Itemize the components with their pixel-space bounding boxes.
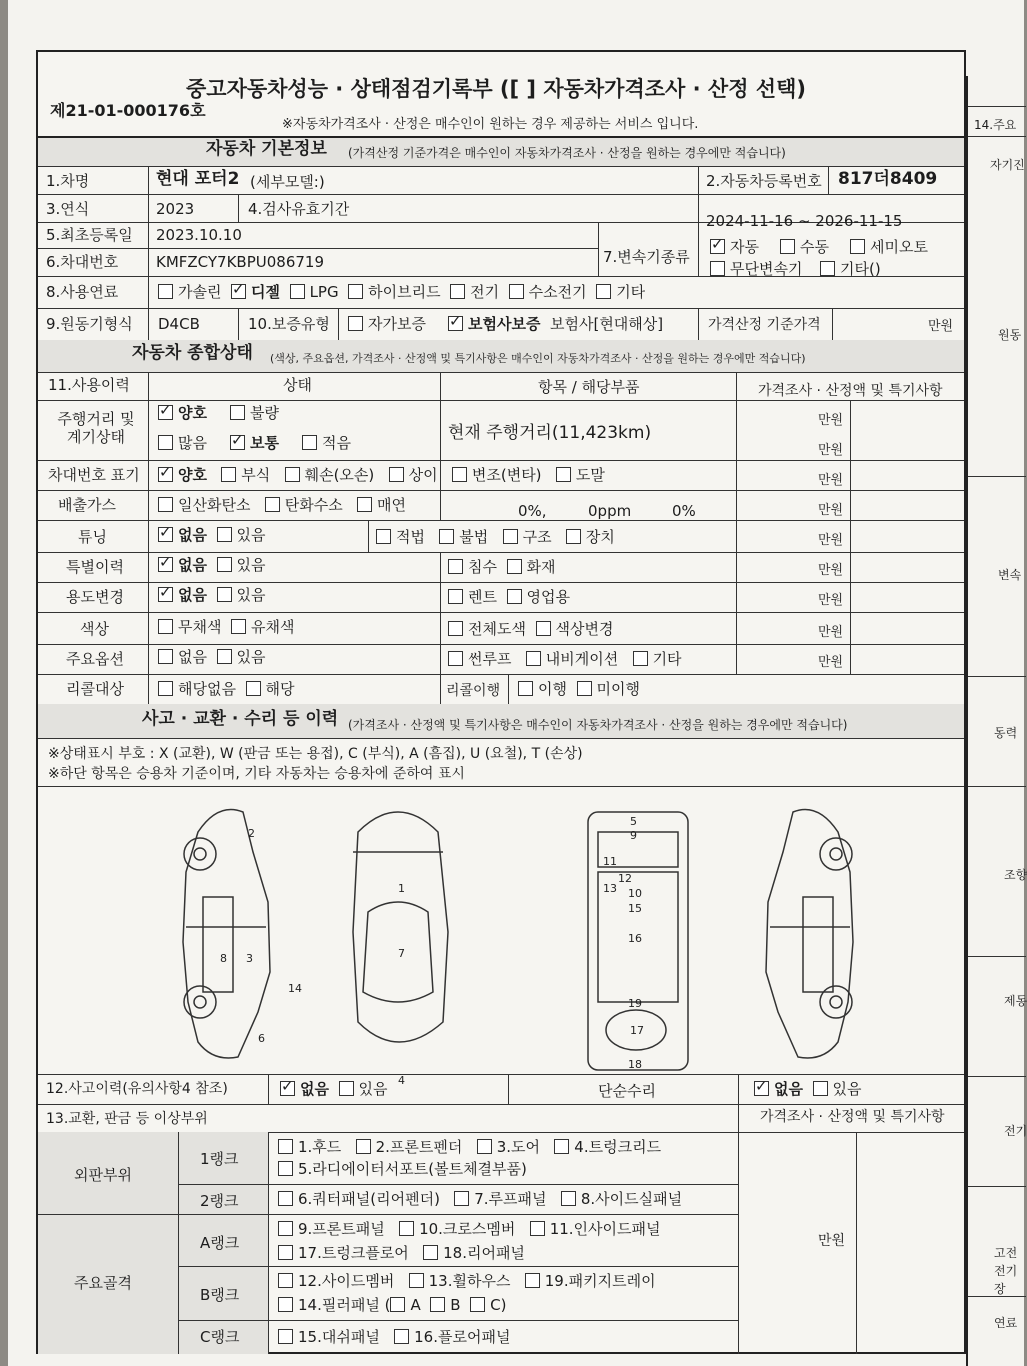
fuel-etc-checkbox[interactable] — [596, 284, 611, 299]
part-front-panel-checkbox[interactable] — [278, 1221, 293, 1236]
accident-heading-note: (가격조사 · 산정액 및 특기사항은 매수인이 자동차가격조사 · 산정을 원하는 경우에만 적습니다) — [348, 718, 848, 732]
mileage-good-checkbox[interactable] — [158, 405, 173, 420]
rank2-label: 2랭크 — [200, 1192, 239, 1210]
simple-repair-label: 단순수리 — [598, 1082, 656, 1100]
insurer: 보험사[현대해상] — [550, 315, 664, 333]
emission-hc-value: 0ppm — [588, 502, 632, 520]
col-price: 가격조사 · 산정액 및 특기사항 — [758, 383, 943, 399]
part-num-7: 7 — [398, 947, 405, 960]
tuning-exists-checkbox[interactable] — [217, 527, 232, 542]
car-top-view — [353, 812, 448, 1042]
special-fire-checkbox[interactable] — [507, 559, 522, 574]
part-num-13: 13 — [603, 882, 617, 895]
vin-mark-label: 차대번호 표기 — [48, 466, 140, 484]
rankA-label: A랭크 — [200, 1234, 240, 1252]
emission-label: 배출가스 — [58, 496, 116, 514]
option-etc-checkbox[interactable] — [633, 651, 648, 666]
fuel-electric-checkbox[interactable] — [450, 284, 465, 299]
part-door-checkbox[interactable] — [477, 1139, 492, 1154]
recall-done-checkbox[interactable] — [518, 681, 533, 696]
color-achromatic-checkbox[interactable] — [158, 619, 173, 634]
service-note: ※자동차가격조사 · 산정은 매수인이 원하는 경우 제공하는 서비스 입니다. — [282, 117, 699, 132]
car-diagram — [158, 792, 878, 1087]
part-floor-panel-checkbox[interactable] — [394, 1329, 409, 1344]
tuning-label: 튜닝 — [78, 528, 107, 546]
recall-do-label: 리콜이행 — [446, 683, 501, 699]
warranty-self: 자가보증 — [348, 315, 426, 333]
part-num-2: 2 — [248, 827, 255, 840]
inspection-label: 4.검사유효기간 — [248, 200, 350, 218]
transmission-label: 7.변속기종류 — [603, 248, 690, 266]
year-label: 3.연식 — [46, 200, 90, 218]
tuning-illegal-checkbox[interactable] — [439, 529, 454, 544]
option-label: 주요옵션 — [66, 650, 124, 668]
engine-label: 9.원동기형식 — [46, 315, 133, 333]
trans-auto-checkbox[interactable] — [710, 239, 725, 254]
pillar-a-checkbox[interactable] — [390, 1297, 405, 1312]
warranty-label: 10.보증유형 — [248, 315, 330, 333]
won-2: 만원 — [818, 443, 844, 458]
part-num-1: 1 — [398, 882, 405, 895]
special-exists-checkbox[interactable] — [217, 557, 232, 572]
emission-co-value: 0%, — [518, 502, 547, 520]
vin-altered-checkbox[interactable] — [452, 467, 467, 482]
warranty-self-checkbox[interactable] — [348, 316, 363, 331]
frame-label: 주요골격 — [74, 1274, 132, 1292]
year: 2023 — [156, 200, 195, 218]
mileage-normal-checkbox[interactable] — [230, 435, 245, 450]
emission-co-checkbox[interactable] — [158, 497, 173, 512]
car-name-label: 1.차명 — [46, 172, 90, 190]
won-1: 만원 — [818, 413, 844, 428]
won-7: 만원 — [818, 593, 844, 608]
accident-exists-checkbox[interactable] — [339, 1081, 354, 1096]
special-label: 특별이력 — [66, 558, 124, 576]
trans-semi-checkbox[interactable] — [850, 239, 865, 254]
simple-exists-checkbox[interactable] — [813, 1081, 828, 1096]
part-package-tray-checkbox[interactable] — [525, 1273, 540, 1288]
vin-label: 6.차대번호 — [46, 253, 119, 271]
sub-model: (세부모델:) — [250, 173, 325, 191]
engine: D4CB — [158, 315, 200, 333]
parts-price-label: 가격조사 · 산정액 및 특기사항 — [760, 1109, 945, 1125]
trans-etc-checkbox[interactable] — [820, 261, 835, 276]
col-item: 항목 / 해당부품 — [538, 378, 640, 396]
option-none-checkbox[interactable] — [158, 649, 173, 664]
col-state: 상태 — [283, 376, 312, 394]
outer-panel-label: 외판부위 — [74, 1166, 132, 1184]
recall-na-checkbox[interactable] — [158, 681, 173, 696]
fuel-label: 8.사용연료 — [46, 283, 119, 301]
form-title: 중고자동차성능 · 상태점검기록부 ([ ] 자동차가격조사 · 산정 선택) — [186, 77, 806, 101]
accident-heading: 사고 · 교환 · 수리 등 이력 — [142, 709, 339, 729]
fuel-gasoline-checkbox[interactable] — [158, 284, 173, 299]
won-6: 만원 — [818, 563, 844, 578]
purpose-rent-checkbox[interactable] — [448, 589, 463, 604]
tuning-legal-checkbox[interactable] — [376, 529, 391, 544]
trans-semi: 세미오토 — [850, 238, 928, 256]
part-wheel-house-checkbox[interactable] — [409, 1273, 424, 1288]
reg-no: 817더8409 — [838, 169, 938, 189]
car-left-side-view — [183, 810, 270, 1059]
vin-rust-checkbox[interactable] — [221, 467, 236, 482]
rankB-label: B랭크 — [200, 1286, 240, 1304]
part-num-3: 3 — [246, 952, 253, 965]
part-num-6: 6 — [258, 1032, 265, 1045]
fuel-options: 가솔린 ✓ 디젤 LPG 하이브리드 전기 수소전기 기타 — [158, 283, 645, 301]
part-hood-checkbox[interactable] — [278, 1139, 293, 1154]
document-number: 제21-01-000176호 — [50, 101, 206, 120]
vin-damage-checkbox[interactable] — [285, 467, 300, 482]
part-side-member-checkbox[interactable] — [278, 1273, 293, 1288]
warranty-ins: ✓ 보험사보증 — [448, 315, 540, 333]
color-label: 색상 — [80, 620, 109, 638]
pillar-c-checkbox[interactable] — [470, 1297, 485, 1312]
vin-diff-checkbox[interactable] — [389, 467, 404, 482]
tuning-structure-checkbox[interactable] — [503, 529, 518, 544]
part-rear-panel-checkbox[interactable] — [423, 1245, 438, 1260]
vin-smear-checkbox[interactable] — [556, 467, 571, 482]
color-chromatic-checkbox[interactable] — [231, 619, 246, 634]
mileage-label: 주행거리 및 계기상태 — [57, 410, 135, 446]
part-roof-panel-checkbox[interactable] — [454, 1191, 469, 1206]
won-3: 만원 — [818, 473, 844, 488]
recall-yes-checkbox[interactable] — [246, 681, 261, 696]
accident-history-label: 12.사고이력(유의사항4 참조) — [46, 1081, 228, 1097]
recall-notdone-checkbox[interactable] — [577, 681, 592, 696]
part-num-17: 17 — [630, 1024, 644, 1037]
rank1-label: 1랭크 — [200, 1150, 239, 1168]
part-side-sill-checkbox[interactable] — [561, 1191, 576, 1206]
part-num-4: 4 — [398, 1074, 405, 1087]
won-4: 만원 — [818, 503, 844, 518]
purpose-label: 용도변경 — [66, 588, 124, 606]
mileage-many-checkbox[interactable] — [158, 435, 173, 450]
option-sunroof-checkbox[interactable] — [448, 651, 463, 666]
simple-none-checkbox[interactable] — [754, 1081, 769, 1096]
trans-etc: 기타() — [820, 260, 881, 278]
part-num-8: 8 — [220, 952, 227, 965]
part-num-11: 11 — [603, 855, 617, 868]
part-front-fender-checkbox[interactable] — [356, 1139, 371, 1154]
part-num-5: 5 — [630, 815, 637, 828]
part-num-14: 14 — [288, 982, 302, 995]
won-9: 만원 — [818, 655, 844, 670]
part-num-9: 9 — [630, 829, 637, 842]
strip-label-4: 변속 — [998, 568, 1022, 582]
pillar-b-checkbox[interactable] — [430, 1297, 445, 1312]
part-num-16: 16 — [628, 932, 642, 945]
inspection-form: 중고자동차성능 · 상태점검기록부 ([ ] 자동차가격조사 · 산정 선택) 제21-01-000176호 ※자동차가격조사 · 산정은 매수인이 원하는 경우 제공하는 서비스 입니다. 자동차 기본정보 (가격산정 기준가격은 매수인이 자동차가격조사 · 산정을 원하는 경우에만 적습니다) 1.차명 현대 포터2 (세부모델:) 2.자동차등록번호 817더8409 3.연식 2023 4.검사유효기간 2024-11-16 ~ 2026-11-15 5.최초등록일 2023.10.10 6.차대번호 KMFZCY7KBPU086719 7.변속기종류 ✓자동 수동 세미오토 무단변속기 기타() 8.사용연료 가솔린 ✓ 디젤 LPG 하이브리드 전기 수소전기 기타 9.원동기형식 D4CB 10.보증유형 자가보증 ✓ 보험사보증 보험사[현대해상] 가격산정 기준가격 만원 자동차 종합상태 (색상, 주요옵션, 가격조사 · 산정액 및 특기사항은 매수인이 자동차가격조사 · 산정을 원하는 경우에만 적습니다) 11.사용이력 상태 항목 / 해당부품 가격조사 · 산정액 및 특기사항 주행거리 및 계기상태 ✓양호 불량 많음 ✓ 보통 적음 현재 주행거리(11,423km) 만원 만원 차대번호 표기 ✓ 양호 부식 훼손(오손) 상이 변조(변타) 도말 만원 배출가스 일산화탄소 탄화수소 매연 0%, 0ppm 0% 만원 튜닝 ✓ 없음 있음 적법 불법 구조 장치 만원 특별이력 ✓ 없음 있음 침수 화재 만원 용도변경 ✓ 없음 있음 렌트 영업용 만원 색상 무채색 유채색 전체도색 색상변경 만원 주요옵션 없음 있음 썬루프 내비게이션 기타 만원 리콜대상 해당없음 해당 리콜이행 이행 미이행 사고 · 교환 · 수리 등 이력 (가격조사 · 산정액 및 특기사항은 매수인이 자동차가격조사 · 산정을 원하는 경우에만 적습니다) ※상태표시 부호 : X (교환), W (판금 또는 용접), C (부식), A (흠집), U (요철), T (손상) ※하단 항목은 승용차 기준이며, 기타 자동차는 승용차에 준하여 표시 1 2 3 4 5 6 7 8 9 10 11 12 13 14 15 16 17 18 19 12.사고이력(유의사항4 참조) ✓ 없음 있음 단순수리 ✓ 없음 있음 13.교환, 판금 등 이상부위 가격조사 · 산정액 및 특기사항 외판부위 주요골격 1랭크 2랭크 A랭크 B랭크 C랭크 1.후드 2.프론트펜더 3.도어 4.트렁크리드 5.라디에이터서포트(볼트체결부품) 6.쿼터패널(리어펜더) 7.루프패널 8.사이드실패널 9.프론트패널 10.크로스멤버 11.인사이드패널 17.트렁크플로어 18.리어패널 12.사이드멤버 13.휠하우스 19.패키지트레이 14.필러패널 ( A B C) 15.대쉬패널 16.플로어패널 만원 — [36, 50, 966, 1354]
rankC-label: C랭크 — [200, 1328, 240, 1346]
recall-label: 리콜대상 — [66, 680, 124, 698]
part-trunk-floor-checkbox[interactable] — [278, 1245, 293, 1260]
part-cross-member-checkbox[interactable] — [399, 1221, 414, 1236]
part-num-10: 10 — [628, 887, 642, 900]
color-change-checkbox[interactable] — [536, 621, 551, 636]
part-inside-panel-checkbox[interactable] — [530, 1221, 545, 1236]
strip-label-6: 조향 — [1004, 868, 1027, 882]
trans-manual-checkbox[interactable] — [780, 239, 795, 254]
vin-good-checkbox[interactable] — [158, 467, 173, 482]
strip-label-10: 연료 — [994, 1316, 1018, 1330]
part-num-18: 18 — [628, 1058, 642, 1071]
first-reg: 2023.10.10 — [156, 226, 242, 244]
fuel-lpg-checkbox[interactable] — [290, 284, 305, 299]
strip-label-1: 14.주요 — [974, 118, 1017, 132]
strip-label-7: 제동 — [1004, 994, 1027, 1008]
inspection-period: 2024-11-16 ~ 2026-11-15 — [706, 212, 903, 230]
strip-label-3: 원동 — [998, 328, 1022, 342]
color-full-paint-checkbox[interactable] — [448, 621, 463, 636]
tuning-device-checkbox[interactable] — [566, 529, 581, 544]
part-num-15: 15 — [628, 902, 642, 915]
strip-label-8: 전기 — [1004, 1124, 1027, 1138]
legend-line1: ※상태표시 부호 : X (교환), W (판금 또는 용접), C (부식), A (흠집), U (요철), T (손상) — [48, 746, 583, 762]
part-radiator-support-checkbox[interactable] — [278, 1161, 293, 1176]
warranty-ins-checkbox[interactable] — [448, 316, 463, 331]
special-flood-checkbox[interactable] — [448, 559, 463, 574]
part-num-12: 12 — [618, 872, 632, 885]
fuel-diesel-checkbox[interactable] — [231, 284, 246, 299]
strip-label-9: 고전 전기장 — [994, 1246, 1018, 1296]
strip-label-5: 동력 — [994, 726, 1018, 740]
fuel-hybrid-checkbox[interactable] — [348, 284, 363, 299]
strip-label-2: 자기진 — [990, 158, 1025, 172]
overall-heading-note: (색상, 주요옵션, 가격조사 · 산정액 및 특기사항은 매수인이 자동차가격조사 · 산정을 원하는 경우에만 적습니다) — [270, 352, 806, 365]
special-none-checkbox[interactable] — [158, 557, 173, 572]
overall-heading: 자동차 종합상태 — [132, 343, 253, 363]
basic-heading-note: (가격산정 기준가격은 매수인이 자동차가격조사 · 산정을 원하는 경우에만 적습니다) — [348, 146, 786, 160]
part-dash-panel-checkbox[interactable] — [278, 1329, 293, 1344]
fuel-hydrogen-checkbox[interactable] — [509, 284, 524, 299]
legend-line2: ※하단 항목은 승용차 기준이며, 기타 자동차는 승용차에 준하여 표시 — [48, 766, 465, 782]
tuning-none-checkbox[interactable] — [158, 527, 173, 542]
part-quarter-panel-checkbox[interactable] — [278, 1191, 293, 1206]
won-5: 만원 — [818, 533, 844, 548]
option-exists-checkbox[interactable] — [217, 649, 232, 664]
first-reg-label: 5.최초등록일 — [46, 226, 133, 244]
price-basis-unit: 만원 — [928, 319, 954, 334]
trans-cvt-checkbox[interactable] — [710, 261, 725, 276]
mileage-bad-checkbox[interactable] — [230, 405, 245, 420]
emission-smoke-checkbox[interactable] — [357, 497, 372, 512]
part-trunk-lid-checkbox[interactable] — [554, 1139, 569, 1154]
emission-smoke-value: 0% — [672, 502, 696, 520]
purpose-exists-checkbox[interactable] — [217, 587, 232, 602]
accident-none-checkbox[interactable] — [280, 1081, 295, 1096]
vin: KMFZCY7KBPU086719 — [156, 253, 325, 271]
emission-hc-checkbox[interactable] — [265, 497, 280, 512]
reg-no-label: 2.자동차등록번호 — [706, 172, 822, 190]
col-use-history: 11.사용이력 — [48, 376, 130, 394]
adjacent-page-strip — [966, 76, 1026, 1366]
part-num-19: 19 — [628, 997, 642, 1010]
basic-heading: 자동차 기본정보 — [206, 139, 327, 159]
parts-label: 13.교환, 판금 등 이상부위 — [46, 1111, 208, 1127]
option-navi-checkbox[interactable] — [526, 651, 541, 666]
purpose-business-checkbox[interactable] — [507, 589, 522, 604]
trans-manual: 수동 — [780, 238, 829, 256]
trans-cvt: 무단변속기 — [710, 260, 802, 278]
mileage-value: 현재 주행거리(11,423km) — [448, 423, 652, 443]
car-right-side-view — [766, 810, 853, 1059]
purpose-none-checkbox[interactable] — [158, 587, 173, 602]
price-basis-label: 가격산정 기준가격 — [708, 317, 821, 333]
trans-auto: ✓자동 — [710, 238, 759, 256]
car-name: 현대 포터2 — [156, 169, 240, 189]
mileage-few-checkbox[interactable] — [302, 435, 317, 450]
part-pillar-panel-checkbox[interactable] — [278, 1297, 293, 1312]
won-8: 만원 — [818, 625, 844, 640]
parts-won: 만원 — [818, 1233, 846, 1249]
